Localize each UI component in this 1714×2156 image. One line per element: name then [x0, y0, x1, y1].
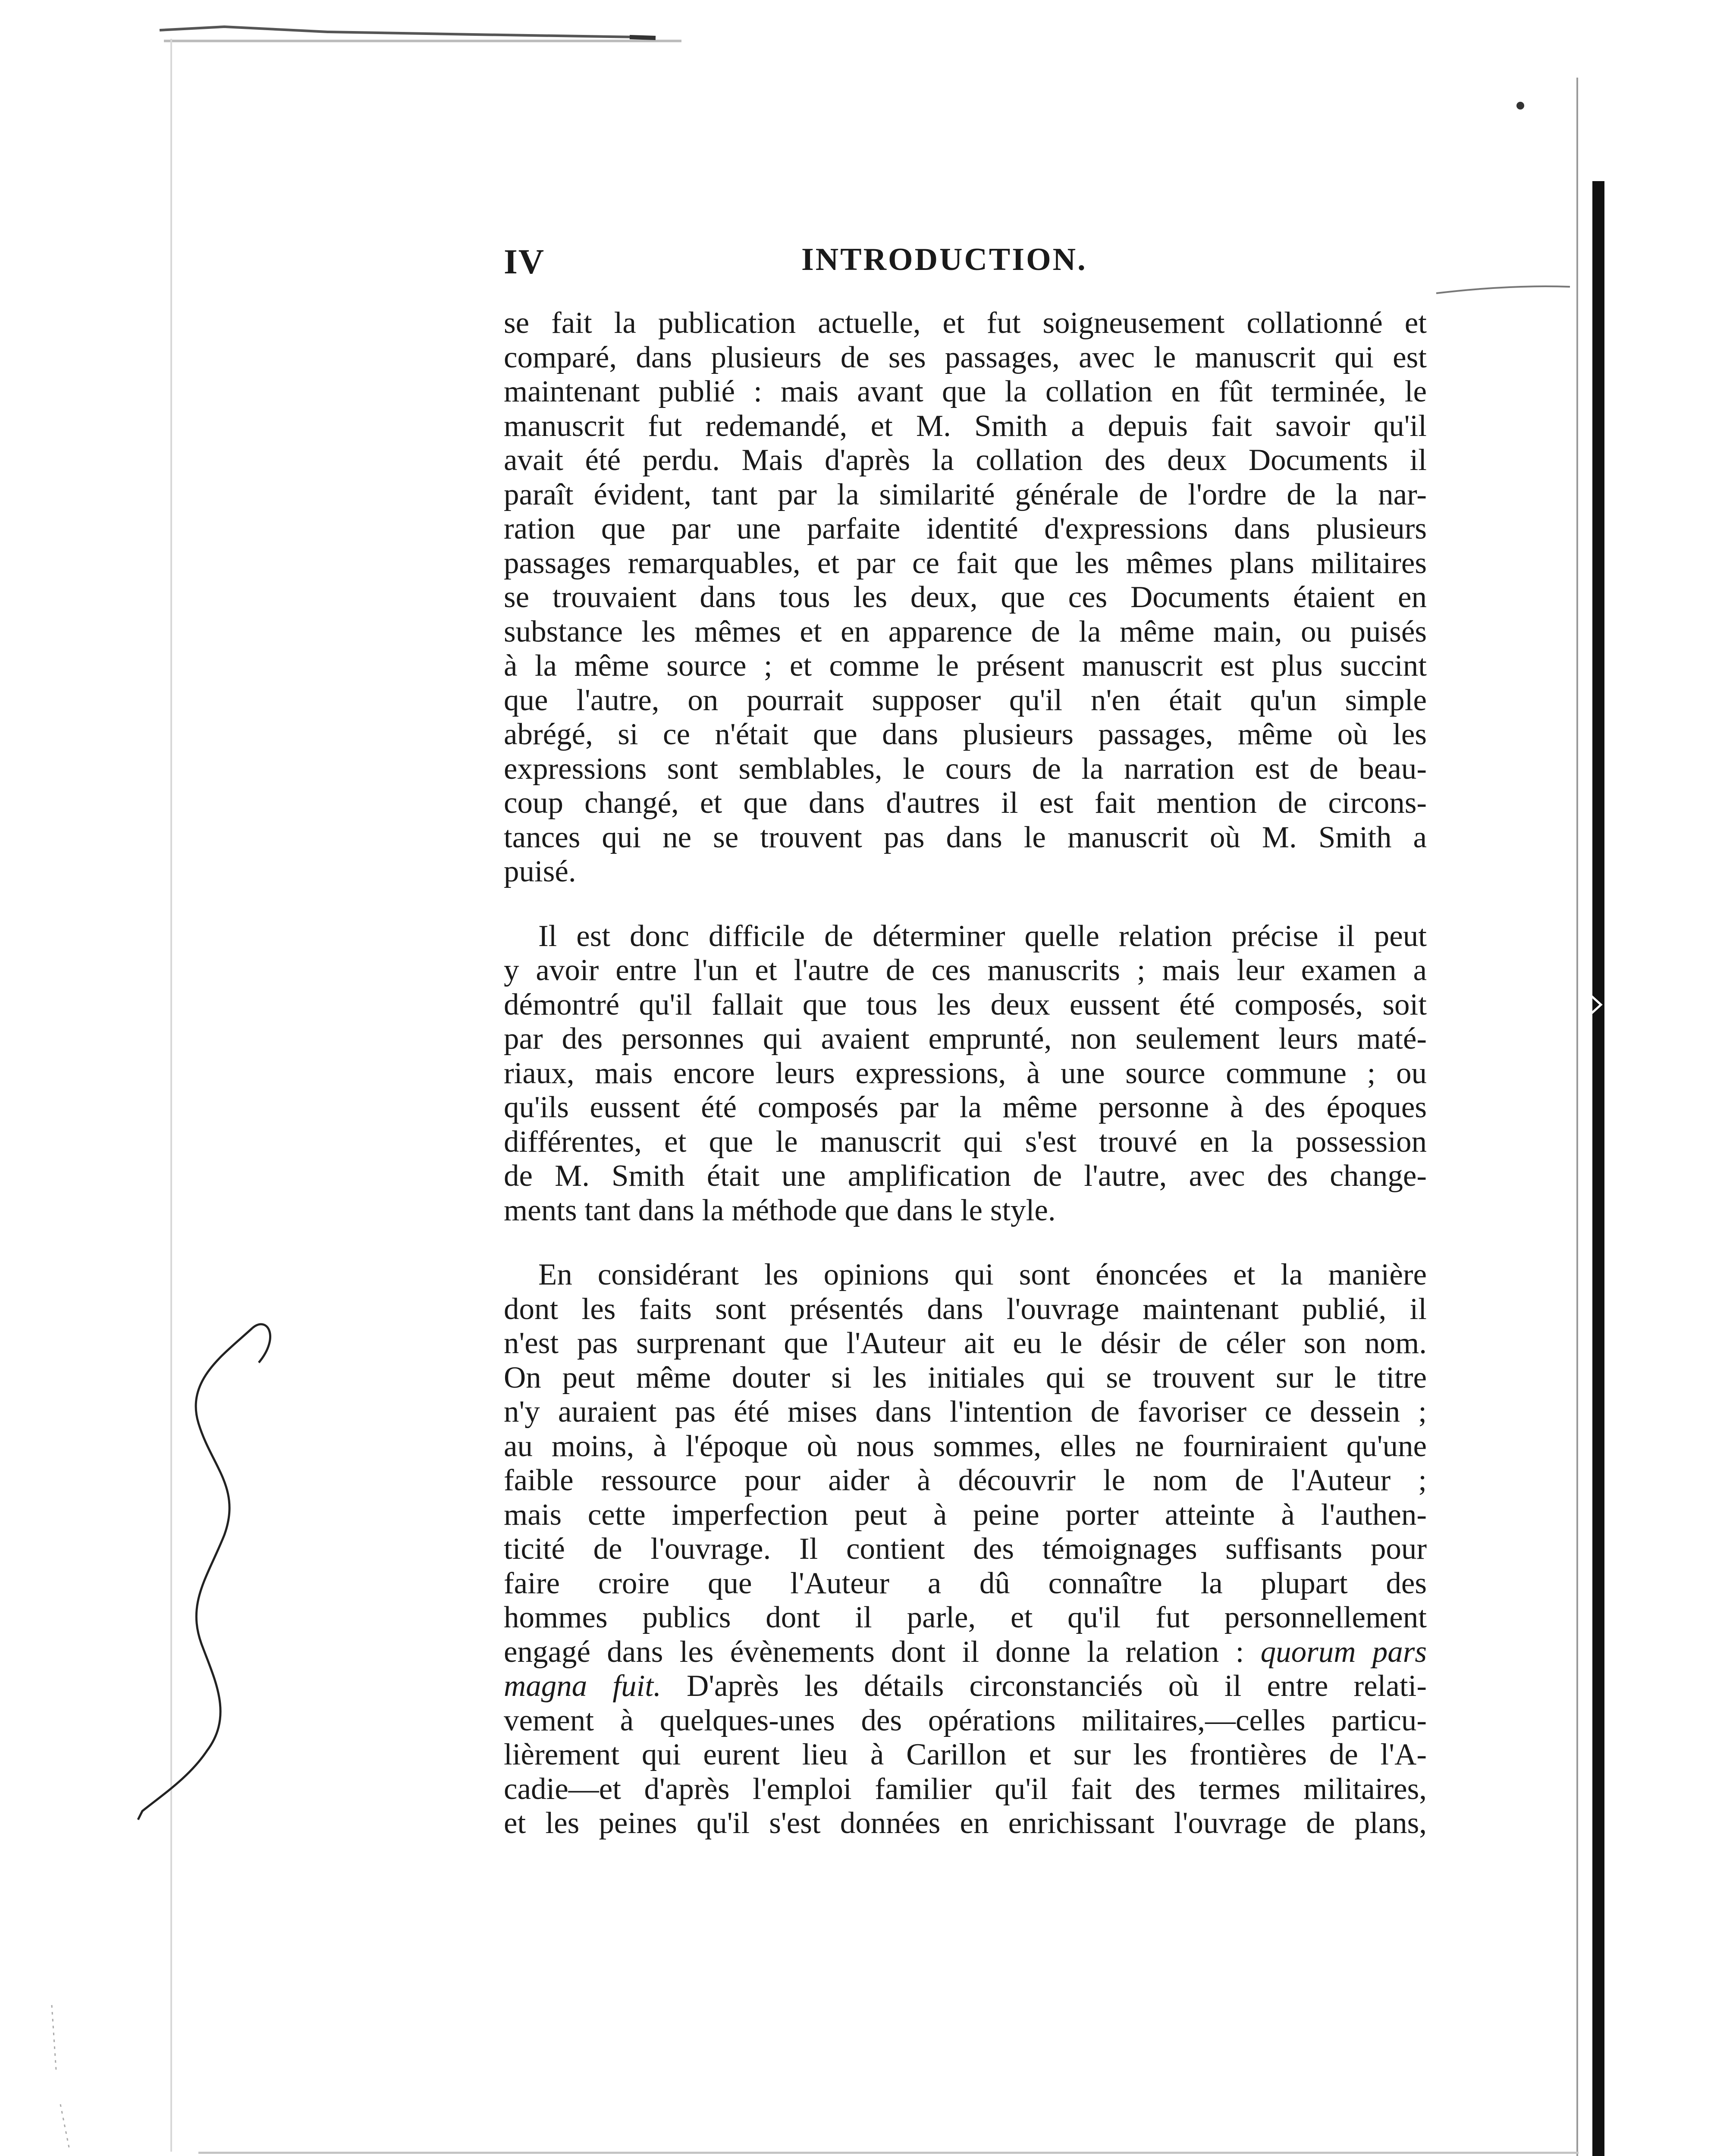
- text-line: manuscrit fut redemandé, et M. Smith a depuis fait savoir qu'il: [504, 409, 1427, 443]
- text-line: ration que par une parfaite identité d'expressions dans plusieurs: [504, 512, 1427, 545]
- text-line: et les peines qu'il s'est données en enrichissant l'ouvrage de plans,: [504, 1806, 1427, 1840]
- text-line: différentes, et que le manuscrit qui s'est trouvé en la possession: [504, 1125, 1427, 1159]
- text-line: se fait la publication actuelle, et fut soigneusement collationné et: [504, 306, 1427, 340]
- text-line: par des personnes qui avaient emprunté, non seulement leurs maté-: [504, 1022, 1427, 1056]
- text-line: coup changé, et que dans d'autres il est fait mention de circons-: [504, 786, 1427, 820]
- text-line: à la même source ; et comme le présent manuscrit est plus succint: [504, 649, 1427, 683]
- text-line: On peut même douter si les initiales qui se trouvent sur le titre: [504, 1360, 1427, 1395]
- paragraph-1: [504, 306, 1427, 889]
- text-line: vement à quelques-unes des opérations militaires,—celles particu-: [504, 1703, 1427, 1737]
- text-line: ments tant dans la méthode que dans le style.: [504, 1193, 1056, 1227]
- text-line: au moins, à l'époque où nous sommes, elles ne fourniraient qu'une: [504, 1429, 1427, 1463]
- text-line: hommes publics dont il parle, et qu'il fut personnellement: [504, 1601, 1427, 1634]
- text-line: de M. Smith était une amplification de l'autre, avec des change-: [504, 1159, 1427, 1193]
- text-line: dont les faits sont présentés dans l'ouvrage maintenant publié, il: [504, 1292, 1427, 1326]
- paragraph-3: [504, 1258, 1427, 1841]
- text-line: passages remarquables, et par ce fait que les mêmes plans militaires: [504, 546, 1427, 580]
- text-line: démontré qu'il fallait que tous les deux eussent été composés, soit: [504, 987, 1427, 1022]
- running-title: INTRODUCTION.: [801, 242, 1087, 277]
- text-line: n'y auraient pas été mises dans l'intention de favoriser ce dessein ;: [504, 1395, 1427, 1429]
- page-number: IV: [504, 242, 545, 281]
- running-head: [504, 241, 1573, 289]
- text-line: cadie—et d'après l'emploi familier qu'il fait des termes militaires,: [504, 1772, 1427, 1806]
- text-line: expressions sont semblables, le cours de la narration est de beau-: [504, 752, 1427, 786]
- text-line: magna fuit. D'après les détails circonstanciés où il entre relati-: [504, 1669, 1427, 1703]
- text-line: n'est pas surprenant que l'Auteur ait eu le désir de céler son nom.: [504, 1326, 1427, 1360]
- text-line: maintenant publié : mais avant que la collation en fût terminée, le: [504, 375, 1427, 408]
- text-line: y avoir entre l'un et l'autre de ces manuscrits ; mais leur examen a: [504, 953, 1427, 987]
- text-line: abrégé, si ce n'était que dans plusieurs passages, même où les: [504, 718, 1427, 751]
- text-line: Il est donc difficile de déterminer quelle relation précise il peut: [538, 919, 1427, 953]
- text-line: que l'autre, on pourrait supposer qu'il n'en était qu'un simple: [504, 683, 1427, 717]
- text-line: ticité de l'ouvrage. Il contient des témoignages suffisants pour: [504, 1532, 1427, 1566]
- text-line: comparé, dans plusieurs de ses passages, avec le manuscrit qui est: [504, 340, 1427, 374]
- text-line: En considérant les opinions qui sont énoncées et la manière: [538, 1258, 1427, 1291]
- text-line: se trouvaient dans tous les deux, que ces Documents étaient en: [504, 580, 1427, 614]
- text-line: paraît évident, tant par la similarité générale de l'ordre de la nar-: [504, 477, 1427, 511]
- text-line: faire croire que l'Auteur a dû connaître la plupart des: [504, 1566, 1427, 1600]
- text-line: avait été perdu. Mais d'après la collation des deux Documents il: [504, 443, 1427, 477]
- text-line: lièrement qui eurent lieu à Carillon et sur les frontières de l'A-: [504, 1738, 1427, 1771]
- body-text: [504, 306, 1427, 1871]
- text-line: mais cette imperfection peut à peine porter atteinte à l'authen-: [504, 1498, 1427, 1532]
- text-line: riaux, mais encore leurs expressions, à une source commune ; ou: [504, 1056, 1427, 1090]
- text-line: tances qui ne se trouvent pas dans le manuscrit où M. Smith a: [504, 820, 1427, 854]
- text-line: qu'ils eussent été composés par la même personne à des époques: [504, 1091, 1427, 1124]
- paragraph-2: [504, 919, 1427, 1228]
- text-line: faible ressource pour aider à découvrir le nom de l'Auteur ;: [504, 1463, 1427, 1497]
- text-line: engagé dans les évènements dont il donne la relation : quorum pars: [504, 1635, 1427, 1669]
- text-line: substance les mêmes et en apparence de la même main, ou puisés: [504, 614, 1427, 649]
- text-line: puisé.: [504, 855, 576, 888]
